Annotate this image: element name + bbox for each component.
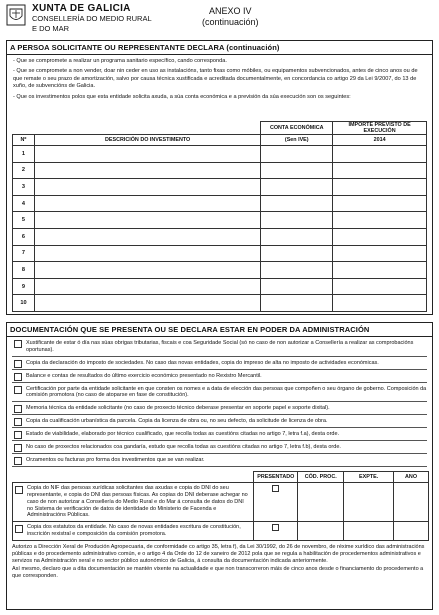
col-year: ANO	[394, 472, 429, 483]
row-number: 6	[13, 228, 35, 245]
description-cell[interactable]	[34, 228, 260, 245]
presented-cell[interactable]	[254, 522, 298, 541]
administration-documents-table	[12, 471, 429, 541]
document-label: Copia do NIF das persoas xurídicas solicitantes das axudas e copia do DNI do seu representante, e copia do DNI das persoas físicas. As copias do DNI deberase achegar no caso de non autorizar a Consellería do Medio Rural e do Mar á consulta de datos do DNI no Sistema de verificación de datos de identidade do Ministerio de Facenda e Administracións Públicas.	[27, 485, 248, 519]
authorization-paragraph: Autorizo a Dirección Xeral de Produción Agropecuaria, de conformidade co artigo 35, letra f), da Lei 30/1992, do 26 de novembro, de réxime xurídico das administracións públicas e do procedemento administrativo común, e o artigo 4 da Orde do 12 de xaneiro de 2012 pola que se regula a habilitación de procedementos administrativos e servizos na Administración xeral e no sector público autonómico de Galicia, á consulta da documentación indicada anteriormente.	[12, 543, 425, 564]
row-number: 9	[13, 278, 35, 295]
row-number: 5	[13, 212, 35, 229]
table-row	[13, 295, 427, 312]
document-label: Copia da cualificación urbanística da parcela. Copia da licenza de obra ou, no seu defecto, da solicitude de licenza de obra.	[26, 418, 328, 425]
document-checkbox[interactable]	[15, 525, 23, 533]
org-line-2: CONSELLERÍA DO MEDIO RURAL	[32, 14, 152, 23]
presented-checkbox[interactable]	[272, 524, 279, 531]
document-checkbox[interactable]	[15, 486, 23, 494]
table-row	[13, 179, 427, 196]
account-cell[interactable]	[261, 278, 333, 295]
account-cell[interactable]	[261, 228, 333, 245]
account-cell[interactable]	[261, 179, 333, 196]
amount-cell[interactable]	[333, 179, 427, 196]
account-cell[interactable]	[261, 212, 333, 229]
account-cell[interactable]	[261, 262, 333, 279]
table-row	[13, 245, 427, 262]
declaration-item: - Que se compromete a non vender, doar nin ceder en uso as instalacións, tanto fixas como móbiles, ou equipamentos subvencionados, antes de cinco anos ou de que remate o seu prazo de amortización, salvo por causa técnica xustificada e acreditada documentalmente, en concordancia co artigo 29 da Lei 9/2007, do 13 de xuño, de subvencións de Galicia.	[13, 68, 418, 90]
proc-code-cell[interactable]	[298, 483, 344, 522]
org-line-3: E DO MAR	[32, 24, 70, 33]
document-item	[12, 337, 427, 357]
document-item	[12, 383, 427, 403]
col-presented: PRESENTADO	[254, 472, 298, 483]
validity-paragraph: Así mesmo, declaro que a dita documentación se mantén vixente na actualidade e que non transcorreron máis de cinco anos desde o financiamento do procedemento a que corresponden.	[12, 565, 424, 579]
declaration-item: - Que se compromete a realizar un programa sanitario específico, cando corresponda.	[13, 58, 227, 64]
document-item	[12, 415, 427, 428]
description-cell[interactable]	[34, 162, 260, 179]
account-cell[interactable]	[261, 245, 333, 262]
row-number: 8	[13, 262, 35, 279]
document-checkbox[interactable]	[14, 360, 22, 368]
document-checkbox[interactable]	[14, 373, 22, 381]
col-description: DESCRICIÓN DO INVESTIMENTO	[34, 135, 260, 146]
document-checkbox[interactable]	[14, 418, 22, 426]
amount-cell[interactable]	[333, 195, 427, 212]
organization-name	[32, 4, 152, 34]
page-header	[6, 2, 433, 36]
investment-table	[12, 121, 427, 312]
table-row	[13, 262, 427, 279]
account-cell[interactable]	[261, 162, 333, 179]
authorization-text	[7, 541, 432, 580]
document-checkbox[interactable]	[14, 457, 22, 465]
document-label: Balance e contas de resultados do último exercicio económico presentado no Rexistro Mercantil.	[26, 372, 262, 379]
document-checkbox[interactable]	[14, 386, 22, 394]
description-cell[interactable]	[34, 212, 260, 229]
presented-cell[interactable]	[254, 483, 298, 522]
declaration-title: A PERSOA SOLICITANTE OU REPRESENTANTE DECLARA (continuación)	[7, 41, 432, 55]
document-item	[12, 428, 427, 441]
document-checkbox[interactable]	[14, 405, 22, 413]
row-number: 4	[13, 195, 35, 212]
document-description	[13, 522, 254, 541]
row-number: 2	[13, 162, 35, 179]
declaration-list	[7, 58, 432, 101]
document-checkbox[interactable]	[14, 340, 22, 348]
col-file: EXPTE.	[344, 472, 394, 483]
description-cell[interactable]	[34, 179, 260, 196]
col-year: 2014	[333, 135, 427, 146]
table-row	[13, 278, 427, 295]
declaration-item: - Que os investimentos polos que esta entidade solicita axuda, a súa conta económica e a previsión da súa execución son os seguintes:	[13, 93, 351, 100]
proc-code-cell[interactable]	[298, 522, 344, 541]
account-cell[interactable]	[261, 195, 333, 212]
col-proc-code: CÓD. PROC.	[298, 472, 344, 483]
document-label: Copia da declaración do imposto de sociedades. No caso das novas entidades, copia do impreso de alta no imposto de actividades económicas.	[26, 359, 379, 366]
description-cell[interactable]	[34, 245, 260, 262]
org-line-1: XUNTA DE GALICIA	[32, 3, 131, 14]
year-cell[interactable]	[394, 483, 429, 522]
col-economic-account: CONTA ECONÓMICA	[261, 122, 333, 135]
document-label: No caso de proxectos relacionados coa gandaría, estudo que recolla todas as cuestións citadas no artigo 7, letra f.b), desta orde.	[26, 444, 341, 451]
documentation-title: DOCUMENTACIÓN QUE SE PRESENTA OU SE DECLARA ESTAR EN PODER DA ADMINISTRACIÓN	[7, 323, 432, 337]
table-row	[13, 195, 427, 212]
description-cell[interactable]	[34, 278, 260, 295]
document-item	[12, 441, 427, 454]
document-checkbox[interactable]	[14, 431, 22, 439]
amount-cell[interactable]	[333, 146, 427, 163]
amount-cell[interactable]	[333, 162, 427, 179]
document-label: Certificación por parte da entidade solicitante en que consten os nomes e a data de elección das persoas que compoñen o seu órgano de goberno. Composición da comisión promotora (no caso de atoparse en fase de constitución).	[26, 385, 427, 399]
declaration-section	[6, 40, 433, 315]
document-description	[13, 483, 254, 522]
file-cell[interactable]	[344, 522, 394, 541]
table-row	[13, 212, 427, 229]
col-planned-amount: IMPORTE PREVISTO DE EXECUCIÓN	[333, 122, 427, 135]
amount-cell[interactable]	[333, 212, 427, 229]
description-cell[interactable]	[34, 195, 260, 212]
xunta-logo-icon	[6, 4, 26, 26]
document-label: Xustificante de estar ó día nas súas obrigas tributarias, fiscais e coa Seguridade Social (só no caso de non autorizar a Consellería a realizar as comprobacións oportunas).	[26, 340, 414, 353]
amount-cell[interactable]	[333, 295, 427, 312]
amount-cell[interactable]	[333, 262, 427, 279]
account-cell[interactable]	[261, 146, 333, 163]
description-cell[interactable]	[34, 262, 260, 279]
row-number: 1	[13, 146, 35, 163]
amount-cell[interactable]	[333, 245, 427, 262]
annex-title: ANEXO IV	[209, 6, 252, 16]
file-cell[interactable]	[344, 483, 394, 522]
table-row	[13, 228, 427, 245]
col-without-vat: (Sen IVE)	[261, 135, 333, 146]
row-number: 10	[13, 295, 35, 312]
document-item	[12, 402, 427, 415]
documentation-section	[6, 322, 433, 610]
description-cell[interactable]	[34, 146, 260, 163]
year-cell[interactable]	[394, 522, 429, 541]
document-label: Memoria técnica da entidade solicitante (no caso de proxecto técnico deberase presentar en soporte papel e soporte dixital).	[26, 405, 330, 412]
document-item	[12, 357, 427, 370]
table-row	[13, 522, 429, 541]
table-row	[13, 483, 429, 522]
description-cell[interactable]	[34, 295, 260, 312]
row-number: 3	[13, 179, 35, 196]
annex-subtitle: (continuación)	[202, 17, 259, 27]
table-row	[13, 162, 427, 179]
col-number: Nº	[13, 135, 35, 146]
amount-cell[interactable]	[333, 228, 427, 245]
document-label: Estado de viabilidade, elaborado por técnico cualificado, que recolla todas as cuestións citadas no artigo 7, letra f.a), desta orde.	[26, 431, 340, 438]
document-checkbox[interactable]	[14, 444, 22, 452]
table-row	[13, 146, 427, 163]
presented-checkbox[interactable]	[272, 485, 279, 492]
row-number: 7	[13, 245, 35, 262]
document-label: Orzamentos ou facturas pro forma dos investimentos que se van realizar.	[26, 457, 205, 464]
account-cell[interactable]	[261, 295, 333, 312]
annex-heading	[202, 6, 259, 28]
amount-cell[interactable]	[333, 278, 427, 295]
document-item	[12, 370, 427, 383]
document-item	[12, 454, 427, 467]
document-label: Copia dos estatutos da entidade. No caso de novas entidades escritura de constitución, inscrición rexistral e composición da comisión promotora.	[27, 524, 241, 537]
